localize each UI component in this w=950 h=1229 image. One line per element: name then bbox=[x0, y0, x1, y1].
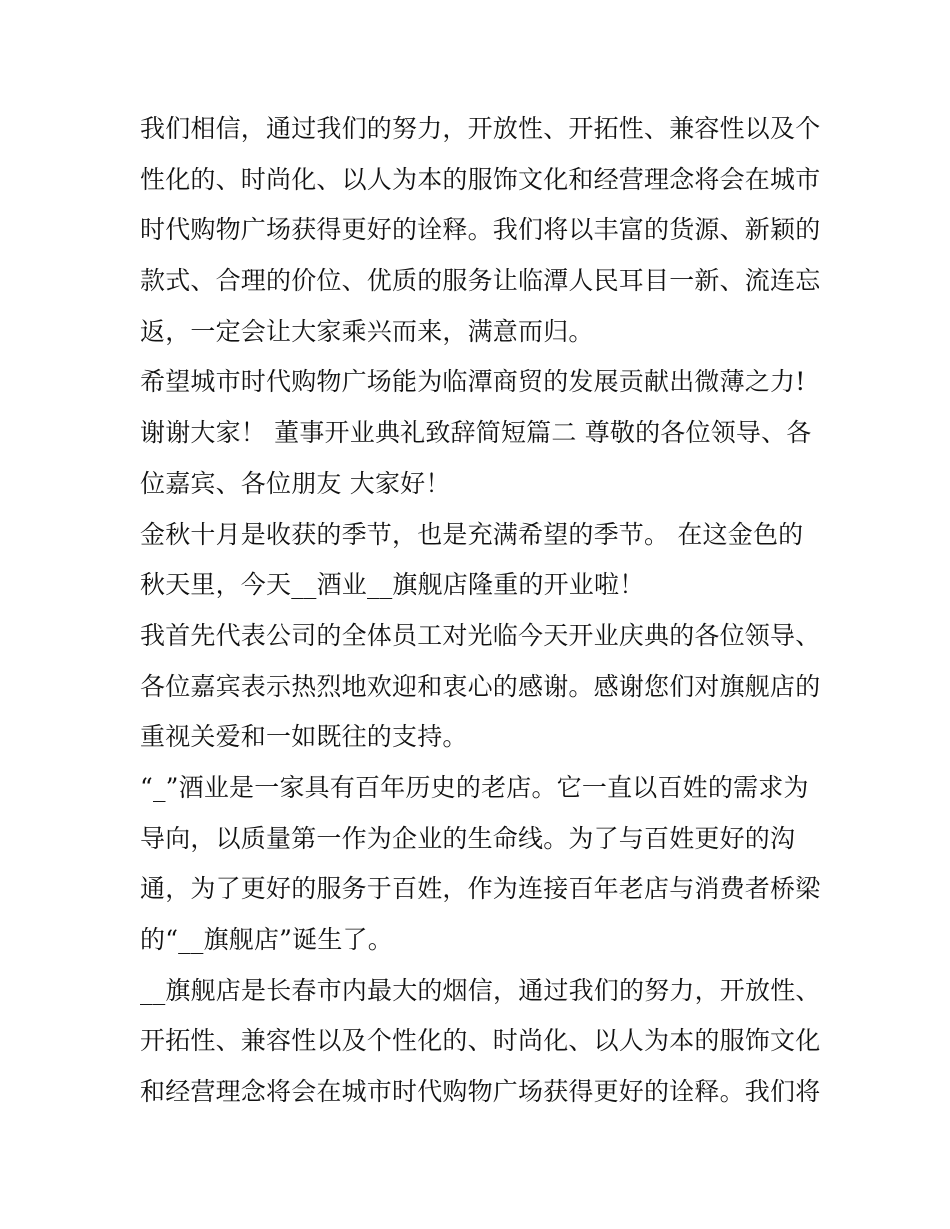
text-line: “_”酒业是一家具有百年历史的老店。它一直以百姓的需求为 bbox=[140, 772, 809, 802]
text-line: 谢谢大家！ 董事开业典礼致辞简短篇二 尊敬的各位领导、各 bbox=[140, 418, 812, 448]
paragraph-3 bbox=[140, 510, 820, 611]
text-line: __旗舰店是长春市内最大的烟信，通过我们的努力，开放性、 bbox=[140, 975, 821, 1005]
text-line: 希望城市时代购物广场能为临潭商贸的发展贡献出微薄之力! bbox=[140, 367, 806, 397]
text-line: 返，一定会让大家乘兴而来，满意而归。 bbox=[140, 316, 594, 346]
text-line: 金秋十月是收获的季节，也是充满希望的季节。 在这金色的 bbox=[140, 519, 804, 549]
paragraph-5 bbox=[140, 763, 820, 966]
text-line: 导向，以质量第一作为企业的生命线。为了与百姓更好的沟 bbox=[140, 823, 796, 853]
text-line: 性化的、时尚化、以人为本的服饰文化和经营理念将会在城市 bbox=[140, 164, 821, 194]
text-line: 的“__旗舰店”诞生了。 bbox=[140, 925, 393, 954]
text-line: 重视关爱和一如既往的支持。 bbox=[140, 722, 468, 752]
text-line: 和经营理念将会在城市时代购物广场获得更好的诠释。我们将 bbox=[140, 1077, 821, 1107]
paragraph-6 bbox=[140, 966, 820, 1118]
paragraph-2 bbox=[140, 357, 820, 509]
text-line: 秋天里，今天__酒业__旗舰店隆重的开业啦！ bbox=[140, 570, 645, 600]
paragraph-4 bbox=[140, 611, 820, 763]
text-line: 我首先代表公司的全体员工对光临今天开业庆典的各位领导、 bbox=[140, 620, 821, 650]
text-line: 时代购物广场获得更好的诠释。我们将以丰富的货源、新颖的 bbox=[140, 215, 821, 245]
text-line: 位嘉宾、各位朋友 大家好！ bbox=[140, 468, 451, 498]
text-line: 开拓性、兼容性以及个性化的、时尚化、以人为本的服饰文化 bbox=[140, 1026, 821, 1056]
text-line: 我们相信，通过我们的努力，开放性、开拓性、兼容性以及个 bbox=[140, 114, 821, 143]
paragraph-1 bbox=[140, 104, 820, 357]
document-body bbox=[140, 104, 820, 1118]
text-line: 款式、合理的价位、优质的服务让临潭人民耳目一新、流连忘 bbox=[140, 266, 821, 296]
text-line: 各位嘉宾表示热烈地欢迎和衷心的感谢。感谢您们对旗舰店的 bbox=[140, 671, 821, 701]
text-line: 通，为了更好的服务于百姓，作为连接百年老店与消费者桥梁 bbox=[140, 874, 821, 904]
